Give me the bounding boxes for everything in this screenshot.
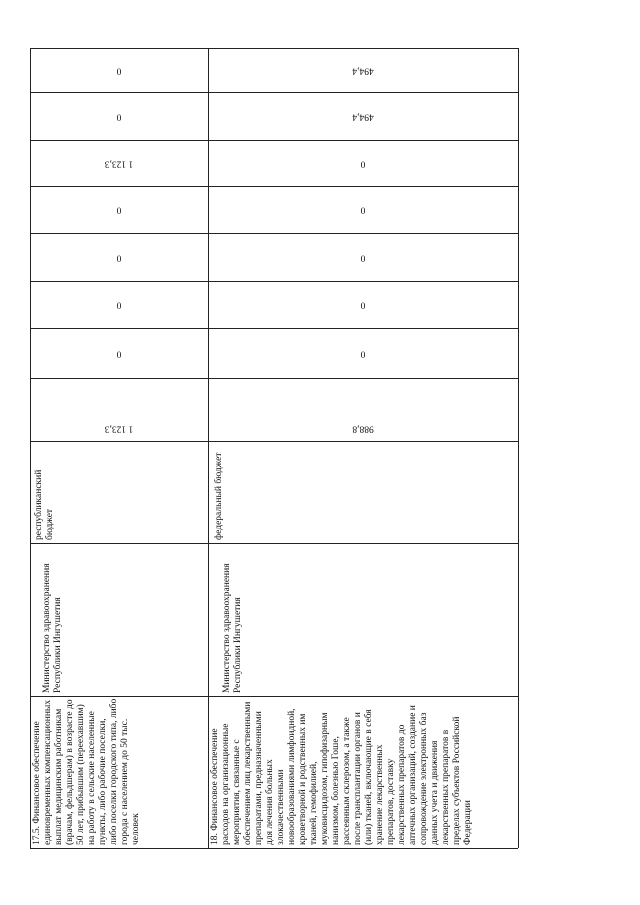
table-row — [30, 48, 208, 848]
executor-cell: Министерство здравоохранения Республики Ингушетия — [222, 563, 243, 693]
description-cell: 18. Финансовое обеспечение расходов на организационные мероприятия, связанные с обеспечением лиц лекарственными препаратами, предназначенными для лечения больных злокачественными новообразованиями лимфоидной, кроветворной и родственных им тканей, гемофилией, муковисцидозом, гипофизарным нанизмом, болезнью Гоше, рассеянным склерозом, а также после трансплантации органов и (или) тканей, включающие в себя хранение лекарственных препаратов, доставку лекарственных препаратов до аптечных организаций, создание и сопровождение электронных баз данных учета и движения лекарственных препаратов в пределах субъектов Российской Федерации — [210, 701, 473, 845]
value-cell: 0 — [116, 111, 122, 122]
source-cell: федеральный бюджет — [214, 452, 224, 540]
value-cell: 1 123,3 — [104, 423, 134, 434]
value-cell: 0 — [360, 158, 366, 169]
value-cell: 0 — [116, 252, 122, 263]
table-border-right — [518, 48, 519, 848]
description-cell: 17.5. Финансовое обеспечение единовременных компенсационных выплат медицинским работникам (врачам, фельдшерам) в возрасте до 50 лет, прибывшим (переехавшим) на работу в сельские населенные пункты, либо рабочие поселки, либо поселки городского типа, либо города с населением до 50 тыс. человек — [32, 698, 141, 845]
value-cell: 0 — [116, 348, 122, 359]
value-cell: 0 — [116, 299, 122, 310]
value-cell: 0 — [116, 204, 122, 215]
value-cell: 988,8 — [352, 423, 374, 434]
table-row — [208, 48, 518, 848]
value-cell: 0 — [116, 65, 122, 76]
value-cell: 1 123,3 — [104, 158, 134, 169]
table-border-bottom — [30, 848, 518, 849]
value-cell: 0 — [360, 252, 366, 263]
source-cell: республиканский бюджет — [34, 469, 55, 540]
value-cell: 0 — [360, 204, 366, 215]
value-cell: 0 — [360, 348, 366, 359]
value-cell: 0 — [360, 299, 366, 310]
value-cell: 494,4 — [352, 111, 374, 122]
executor-cell: Министерство здравоохранения Республики Ингушетия — [42, 563, 63, 693]
budget-table — [30, 48, 518, 848]
value-cell: 494,4 — [352, 65, 374, 76]
